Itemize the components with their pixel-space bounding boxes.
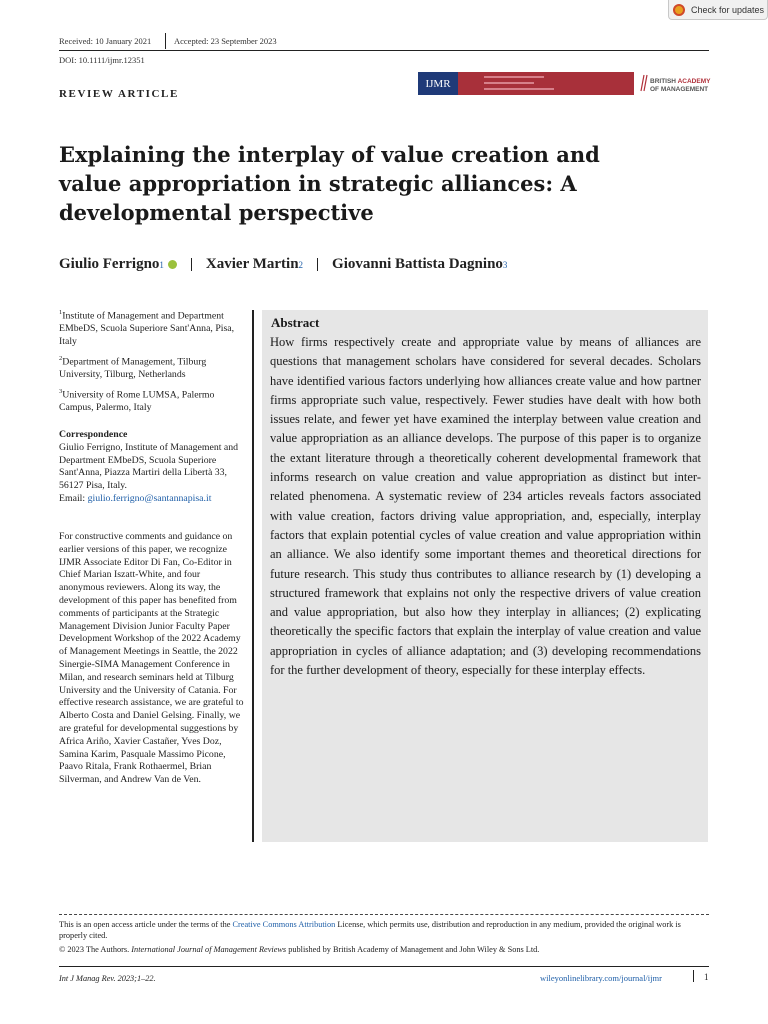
bam-line2: OF MANAGEMENT xyxy=(650,86,709,93)
correspondence-text: Giulio Ferrigno, Institute of Management and Department EMbeDS, Scuola Superiore Sant'Anna, Piazza Martiri della Libertà 33, 56127 Pisa, Italy. xyxy=(59,441,239,492)
article-title: Explaining the interplay of value creation and value appropriation in strategic alliances: A developmental perspective xyxy=(59,142,600,225)
journal-banner xyxy=(458,72,634,95)
affiliation-item: $^1$Institute of Management and Department EMbeDS, Scuola Superiore Sant'Anna, Pisa, Italy xyxy=(59,309,235,347)
abstract-text: How firms respectively create and appropriate value by means of alliances are questions that management scholars have considered for several decades. Scholars have identified various factors underlying how alliances create value and how partner firms appropriate such value, respectively. Fewer studies have dealt with how both issues relate, and fewer yet have examined the interplay between value creation and value appropriation as an alliance develops. The purpose of this paper is to organize the extant literature through a theoretically coherent developmental framework that informs research on value creation and value appropriation as distinct but inter-related phenomena. A systematic review of 234 articles reveals factors associated with value creation, factors driving value appropriation, and, especially, interplay factors that explain potential cycles of value creation and value appropriation within an alliance. We also identify some important themes and theoretical directions for future research. This study thus contributes to alliance research by (1) developing a structured framework that explains not only the respective drivers of value creation and value appropriation, but also how they interplay in alliances; (2) explicating theoretically the specific factors that explain the interplay of value creation and value appropriation in cycles of alliance adaptation; and (3) developing recommendations for the further development of theory, especially for these interplay effects. xyxy=(270,335,701,678)
correspondence xyxy=(59,429,249,506)
check-for-updates-button[interactable] xyxy=(668,0,768,20)
copyright-note: © 2023 The Authors. International Journal of Management Reviews published by British Academy of Management and John Wiley & Sons Ltd. xyxy=(59,945,540,954)
journal-url[interactable]: wileyonlinelibrary.com/journal/ijmr xyxy=(540,973,662,983)
received-date: Received: 10 January 2021 xyxy=(59,36,152,46)
author-name[interactable]: Giovanni Battista Dagnino xyxy=(332,256,503,272)
author-separator xyxy=(191,258,192,271)
email-label: Email: xyxy=(59,492,88,504)
bam-line1b: ACADEMY xyxy=(677,78,711,85)
author-name[interactable]: Giulio Ferrigno xyxy=(59,256,160,272)
email-link[interactable]: giulio.ferrigno@santannapisa.it xyxy=(87,492,212,504)
affiliations xyxy=(59,307,249,414)
crossmark-icon xyxy=(673,4,685,16)
correspondence-heading: Correspondence xyxy=(59,429,128,440)
accepted-date: Accepted: 23 September 2023 xyxy=(174,36,277,46)
journal-logo[interactable]: IJMR xyxy=(418,72,458,95)
author-affil-sup[interactable]: 3 xyxy=(502,259,508,270)
header-rule xyxy=(59,50,709,51)
author-affil-sup[interactable]: 2 xyxy=(298,259,304,270)
author-affil-sup[interactable]: 1 xyxy=(159,259,164,270)
license-note: This is an open access article under the terms of the Creative Commons Attribution License, which permits use, distribution and reproduction in any medium, provided the original work is properly cited. xyxy=(59,920,681,940)
abstract-heading: Abstract xyxy=(271,315,320,330)
affiliation-item: $^2$Department of Management, Tilburg University, Tilburg, Netherlands xyxy=(59,354,207,380)
page-number: 1 xyxy=(704,972,709,982)
abstract-rule xyxy=(252,310,254,842)
acknowledgements: For constructive comments and guidance on earlier versions of this paper, we recognize IJMR Associate Editor Di Fan, Co-Editor in Chief Marian Iszatt-White, and four anonymous reviewers. Along its way, the development of this paper has benefited from comments of participants at the Strategic Management Division Junior Faculty Paper Development Workshop of the 2022 Academy of Management Meetings in Seattle, the 2022 Sinergie-SIMA Management Conference in Milan, and research seminars held at Tilburg University and the University of Catania. For effective research assistance, we are grateful to Alberto Costa and Daniel Gelsing. Finally, we are grateful for developmental suggestions by Africa Ariño, Xavier Castañer, Yves Doz, Samina Karim, Pasquale Massimo Picone, Paavo Ritala, Frank Rothaermel, Brian Silverman, and Andrew Van de Ven. xyxy=(59,531,244,786)
author-name[interactable]: Xavier Martin xyxy=(205,256,299,272)
check-for-updates-label: Check for updates xyxy=(691,4,765,15)
affiliation-item: $^3$University of Rome LUMSA, Palermo Campus, Palermo, Italy xyxy=(59,387,215,413)
author-list xyxy=(59,256,507,273)
orcid-icon[interactable] xyxy=(168,260,177,269)
doi[interactable]: DOI: 10.1111/ijmr.12351 xyxy=(59,55,145,65)
author-separator xyxy=(317,258,318,271)
bam-logo[interactable] xyxy=(650,78,710,94)
bam-logo-icon xyxy=(640,74,648,92)
date-separator xyxy=(165,33,166,49)
page-separator xyxy=(693,970,694,982)
cc-license-link[interactable]: Creative Commons Attribution xyxy=(232,920,336,929)
footer-bottom-rule xyxy=(59,966,709,967)
article-type: REVIEW ARTICLE xyxy=(59,88,179,100)
footer-rule xyxy=(59,914,709,915)
bam-line1: BRITISH xyxy=(650,78,676,85)
citation: Int J Manag Rev. 2023;1–22. xyxy=(59,974,156,983)
